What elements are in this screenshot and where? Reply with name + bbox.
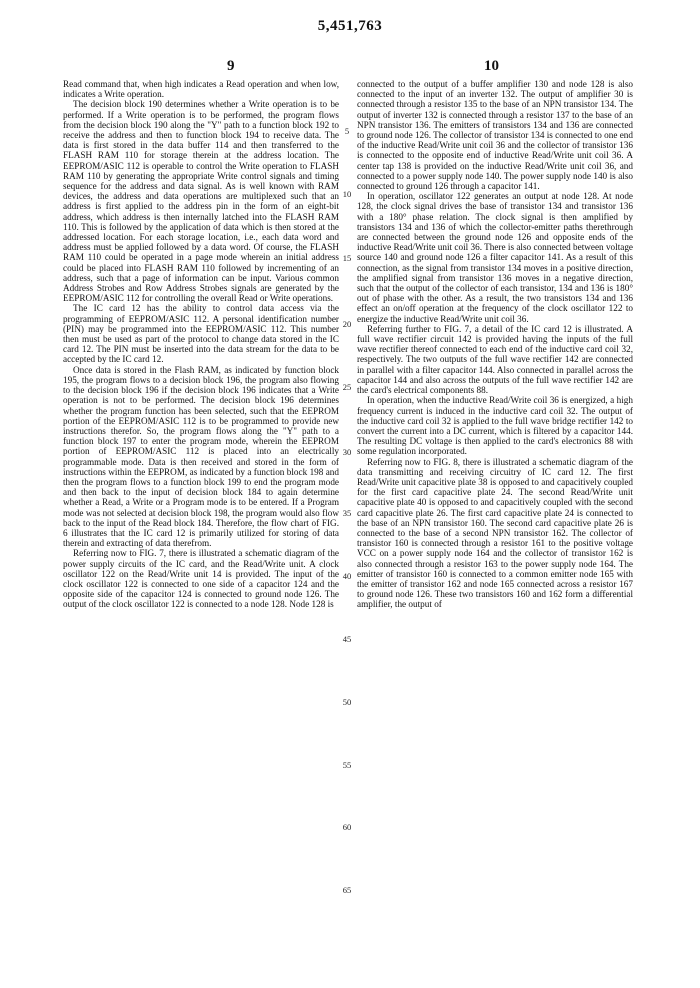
line-number: 10 <box>342 189 352 199</box>
right-paragraph: In operation, oscillator 122 generates an output at node 128. At node 128, the clock signal drives the base of transistor 134 and transistor 136 with a 180° phase relation. The clock signal is then amplified by transistors 134 and 136 of which the collector-emitter paths therethrough are connected between the ground node 126 and opposite ends of the inductive Read/Write unit coil 36. There is also connected between voltage source 140 and ground node 126 a filter capacitor 141. As a result of this connection, as the signal from transistor 134 moves in a positive direction, the amplified signal from transistor 136 moves in a negative direction, such that the output of the collector of each transistor, 134 and 136 is 180° out of phase with the other. As a result, the two transistors 134 and 136 effect an on/off operation at the frequency of the clock oscillator 122 to energize the inductive Read/Write unit coil 36. <box>357 191 633 324</box>
right-column-number: 10 <box>484 58 499 74</box>
right-paragraph: Referring further to FIG. 7, a detail of the IC card 12 is illustrated. A full wave rectifier circuit 142 is provided having the inputs of the full wave rectifier thereof connected to each end of the inductive card coil 32, respectively. The two outputs of the full wave rectifier 142 are connected in parallel with a filter capacitor 144. Also connected in parallel across the capacitor 144 and also across the outputs of the full wave rectifier 142 are the card's electrical components 88. <box>357 323 633 396</box>
line-number: 45 <box>342 634 352 644</box>
line-number: 60 <box>342 822 352 832</box>
patent-number: 5,451,763 <box>317 18 383 34</box>
line-number: 15 <box>342 253 352 263</box>
left-column-number: 9 <box>227 58 235 74</box>
left-text-column <box>63 79 339 610</box>
line-number: 50 <box>342 697 352 707</box>
right-paragraph: Referring now to FIG. 8, there is illustrated a schematic diagram of the data transmitting and receiving circuitry of IC card 12. The first Read/Write unit capacitive plate 38 is opposed to and capacitively coupled for the first card capacitive plate 24. The second Read/Write unit capacitive plate 40 is opposed to and capacitively coupled with the second card capacitive plate 26. The first card capacitive plate 24 is connected to the base of an NPN transistor 160. The second card capacitive plate 26 is connected to the base of a second NPN transistor 162. The collector of transistor 160 is connected through a resistor 161 to the positive voltage VCC on a power supply node 164 and the collector of transistor 162 is also connected through a resistor 163 to the power supply node 164. The emitter of transistor 160 is connected to a common emitter node 165 with the emitter of transistor 162 and node 165 connected across a resistor 167 to ground node 126. These two transistors 160 and 162 form a differential amplifier, the output of <box>357 456 633 610</box>
line-number: 5 <box>344 126 350 136</box>
line-number: 35 <box>342 508 352 518</box>
line-number: 25 <box>342 382 352 392</box>
line-number: 65 <box>342 885 352 895</box>
left-paragraph: Once data is stored in the Flash RAM, as indicated by function block 195, the program flows to a decision block 196, the program also flowing to the decision block 196 if the decision block 196 indicates that a Write operation is not to be performed. The decision block 196 determines whether the program function has been selected, such that the EEPROM portion of the EEPROM/ASIC 112 is to be programmed to provide new instructions therefor. So, the program flows along the "Y" path to a function block 197 to enter the program mode, wherein the EEPROM portion of EEPROM/ASIC 112 is placed into an electrically programmable mode. Data is then received and stored in the form of instructions within the EEPROM, as indicated by a function block 198 and then the program flows to a function block 199 to end the program mode and then back to the input of decision block 184 to again determine whether a Read, a Write or a Program mode is to be entered. If a Program mode was not selected at decision block 198, the program would also flow back to the input of the Read block 184. Therefore, the flow chart of FIG. 6 illustrates that the IC card 12 is primarily utilized for storing of data therein and extracting of data therefrom. <box>63 364 339 549</box>
line-number: 55 <box>342 760 352 770</box>
line-number: 20 <box>342 319 352 329</box>
right-text-column <box>357 79 633 610</box>
left-paragraph: Read command that, when high indicates a Read operation and when low, indicates a Write operation. <box>63 79 339 100</box>
right-paragraph: connected to the output of a buffer amplifier 130 and node 128 is also connected to the input of an inverter 132. The output of amplifier 30 is connected through a resistor 135 to the base of an NPN transistor 134. The output of inverter 132 is connected through a resistor 137 to the base of an NPN transistor 136. The emitters of transistors 134 and 136 are connected to ground node 126. The collector of transistor 134 is connected to one end of the inductive Read/Write unit coil 36 and the collector of transistor 136 is connected to the opposite end of inductive Read/Write unit coil 36. A center tap 138 is provided on the inductive Read/Write unit coil 36, and connected to a power supply node 140. The power supply node 140 is also connected to ground 126 through a capacitor 141. <box>357 79 633 192</box>
right-paragraph: In operation, when the inductive Read/Write coil 36 is energized, a high frequency current is induced in the inductive card coil 32. The output of the inductive card coil 32 is applied to the full wave bridge rectifier 142 to convert the current into a DC current, which is filtered by a capacitor 144. The resulting DC voltage is then applied to the card's electronics 88 with some regulation incorporated. <box>357 395 633 457</box>
left-paragraph: The decision block 190 determines whether a Write operation is to be performed. If a Write operation is to be performed, the program flows from the decision block 190 along the "Y" path to a function block 192 to receive the address and then to function block 194 to receive data. The data is first stored in the data buffer 114 and then transferred to the FLASH RAM 110 for storage therein at the address location. The EEPROM/ASIC 112 is operable to control the Write operation to FLASH RAM 110 by generating the appropriate Write control signals and timing sequence for the address and data signal. As is well known with RAM devices, the address and data operations are multiplexed such that an address is first applied to the address pin in the form of an eight-bit address, which address is then internally latched into the FLASH RAM 110. This is followed by the application of data which is then stored at the addressed location. For each storage location, i.e., each data word and address must be applied followed by a data word. Of course, the FLASH RAM 110 could be operated in a page mode wherein an initial address could be placed into FLASH RAM 110 followed by incrementing of an address, such that a page of information can be input. Various common Address Strobes and Row Address Strobes signals are generated by the EEPROM/ASIC 112 for controlling the overall Read or Write operations. <box>63 99 339 304</box>
line-number: 40 <box>342 571 352 581</box>
line-number: 30 <box>342 447 352 457</box>
left-paragraph: The IC card 12 has the ability to control data access via the programming of EEPROM/ASIC 112. A personal identification number (PIN) may be programmed into the EEPROM/ASIC 112. This number then must be used as part of the protocol to change data stored in the IC card 12. The PIN must be inserted into the data stream for the data to be accepted by the IC card 12. <box>63 303 339 365</box>
left-paragraph: Referring now to FIG. 7, there is illustrated a schematic diagram of the power supply circuits of the IC card, and the Read/Write unit. A clock oscillator 122 on the Read/Write unit 14 is provided. The input of the clock oscillator 122 is connected to one side of a capacitor 124 and the opposite side of the capacitor 124 is connected to ground node 126. The output of the clock oscillator 122 is connected to a node 128. Node 128 is <box>63 548 339 610</box>
